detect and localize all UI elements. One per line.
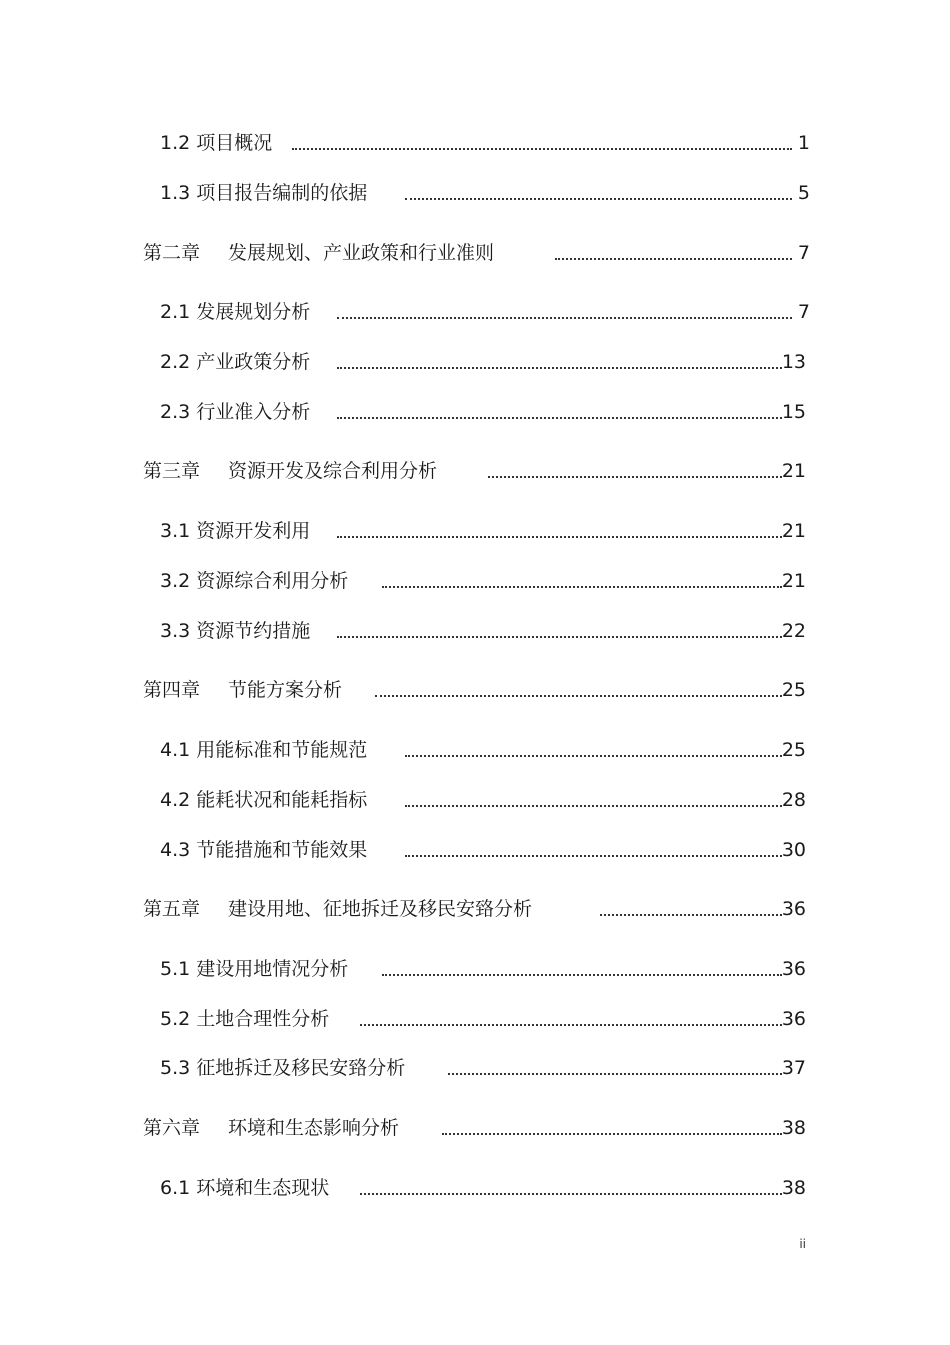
toc-entry-number: 2.1 bbox=[160, 301, 191, 323]
toc-entry-chapter[interactable] bbox=[0, 456, 950, 486]
toc-dot-leader bbox=[337, 536, 782, 538]
toc-dot-leader bbox=[600, 914, 782, 916]
toc-entry-number: 4.3 bbox=[160, 839, 191, 861]
toc-entry-title: 建设用地情况分析 bbox=[196, 958, 349, 980]
toc-entry-label bbox=[160, 297, 310, 327]
toc-entry-title: 资源开发及综合利用分析 bbox=[228, 460, 438, 482]
toc-entry-label bbox=[143, 456, 437, 486]
toc-entry-label bbox=[160, 735, 367, 765]
toc-entry-label bbox=[160, 616, 310, 646]
toc-dot-leader bbox=[405, 198, 792, 200]
toc-entry-label bbox=[143, 894, 532, 924]
toc-entry-section[interactable] bbox=[0, 566, 950, 596]
toc-entry-page: 38 bbox=[781, 1117, 806, 1139]
toc-entry-number: 第四章 bbox=[143, 679, 201, 701]
toc-entry-label bbox=[143, 1113, 399, 1143]
toc-entry-number: 5.2 bbox=[160, 1008, 191, 1030]
toc-entry-number: 4.2 bbox=[160, 789, 191, 811]
toc-entry-section[interactable] bbox=[0, 1004, 950, 1034]
toc-entry-number: 3.3 bbox=[160, 620, 191, 642]
toc-entry-number: 5.3 bbox=[160, 1057, 191, 1079]
toc-entry-section[interactable] bbox=[0, 178, 950, 208]
toc-entry-label bbox=[160, 835, 367, 865]
toc-dot-leader bbox=[382, 974, 782, 976]
toc-dot-leader bbox=[382, 586, 782, 588]
toc-entry-title: 产业政策分析 bbox=[196, 351, 311, 373]
toc-entry-chapter[interactable] bbox=[0, 238, 950, 268]
toc-entry-label bbox=[160, 785, 367, 815]
toc-entry-number: 3.2 bbox=[160, 570, 191, 592]
toc-entry-title: 建设用地、征地拆迁及移民安臵分析 bbox=[228, 898, 533, 920]
toc-entry-title: 行业准入分析 bbox=[196, 401, 311, 423]
toc-entry-number: 5.1 bbox=[160, 958, 191, 980]
toc-entry-label bbox=[160, 1004, 329, 1034]
toc-entry-section[interactable] bbox=[0, 297, 950, 327]
toc-entry-page: 36 bbox=[781, 958, 806, 980]
toc-entry-label bbox=[160, 1173, 329, 1203]
toc-entry-title: 项目报告编制的依据 bbox=[196, 182, 368, 204]
toc-entry-number: 6.1 bbox=[160, 1177, 191, 1199]
toc-entry-label bbox=[160, 954, 348, 984]
toc-entry-page: 21 bbox=[781, 570, 806, 592]
toc-dot-leader bbox=[292, 148, 792, 150]
toc-entry-number: 第二章 bbox=[143, 242, 201, 264]
toc-entry-section[interactable] bbox=[0, 1053, 950, 1083]
toc-entry-number: 4.1 bbox=[160, 739, 191, 761]
toc-entry-label bbox=[160, 128, 272, 158]
toc-entry-title: 用能标准和节能规范 bbox=[196, 739, 368, 761]
toc-entry-chapter[interactable] bbox=[0, 675, 950, 705]
toc-dot-leader bbox=[337, 636, 782, 638]
toc-entry-section[interactable] bbox=[0, 735, 950, 765]
toc-dot-leader bbox=[488, 476, 782, 478]
toc-entry-page: 22 bbox=[781, 620, 806, 642]
toc-entry-title: 能耗状况和能耗指标 bbox=[196, 789, 368, 811]
toc-dot-leader bbox=[360, 1024, 782, 1026]
toc-entry-label bbox=[160, 566, 348, 596]
toc-entry-title: 环境和生态现状 bbox=[196, 1177, 330, 1199]
toc-entry-page: 5 bbox=[797, 182, 810, 204]
toc-entry-section[interactable] bbox=[0, 1173, 950, 1203]
toc-entry-page: 36 bbox=[781, 1008, 806, 1030]
toc-entry-title: 征地拆迁及移民安臵分析 bbox=[196, 1057, 406, 1079]
toc-entry-number: 1.2 bbox=[160, 132, 191, 154]
toc-entry-title: 资源综合利用分析 bbox=[196, 570, 349, 592]
toc-entry-page: 28 bbox=[781, 789, 806, 811]
toc-entry-page: 36 bbox=[781, 898, 806, 920]
toc-entry-label bbox=[143, 675, 342, 705]
toc-entry-page: 13 bbox=[781, 351, 806, 373]
toc-dot-leader bbox=[405, 805, 782, 807]
toc-entry-label bbox=[143, 238, 494, 268]
toc-entry-label bbox=[160, 347, 310, 377]
toc-entry-number: 3.1 bbox=[160, 520, 191, 542]
toc-dot-leader bbox=[405, 855, 782, 857]
toc-entry-number: 2.3 bbox=[160, 401, 191, 423]
toc-entry-number: 第五章 bbox=[143, 898, 201, 920]
toc-entry-chapter[interactable] bbox=[0, 894, 950, 924]
toc-entry-section[interactable] bbox=[0, 785, 950, 815]
toc-entry-title: 节能方案分析 bbox=[228, 679, 343, 701]
toc-entry-page: 25 bbox=[781, 739, 806, 761]
toc-entry-title: 项目概况 bbox=[196, 132, 273, 154]
toc-entry-page: 21 bbox=[781, 520, 806, 542]
footer-page-number: ii bbox=[799, 1237, 806, 1251]
toc-entry-section[interactable] bbox=[0, 397, 950, 427]
toc-dot-leader bbox=[337, 417, 782, 419]
toc-entry-section[interactable] bbox=[0, 616, 950, 646]
toc-entry-title: 发展规划、产业政策和行业准则 bbox=[228, 242, 495, 264]
toc-entry-page: 21 bbox=[781, 460, 806, 482]
toc-entry-section[interactable] bbox=[0, 128, 950, 158]
toc-entry-number: 1.3 bbox=[160, 182, 191, 204]
toc-dot-leader bbox=[555, 258, 792, 260]
toc-entry-title: 发展规划分析 bbox=[196, 301, 311, 323]
toc-entry-title: 资源开发利用 bbox=[196, 520, 311, 542]
toc-entry-page: 30 bbox=[781, 839, 806, 861]
toc-dot-leader bbox=[442, 1133, 782, 1135]
toc-entry-label bbox=[160, 397, 310, 427]
toc-entry-section[interactable] bbox=[0, 516, 950, 546]
toc-dot-leader bbox=[337, 317, 792, 319]
toc-entry-number: 2.2 bbox=[160, 351, 191, 373]
toc-entry-page: 37 bbox=[781, 1057, 806, 1079]
toc-entry-title: 资源节约措施 bbox=[196, 620, 311, 642]
toc-dot-leader bbox=[448, 1073, 782, 1075]
toc-entry-section[interactable] bbox=[0, 347, 950, 377]
toc-entry-section[interactable] bbox=[0, 954, 950, 984]
toc-entry-number: 第六章 bbox=[143, 1117, 201, 1139]
toc-entry-title: 环境和生态影响分析 bbox=[228, 1117, 400, 1139]
toc-entry-title: 节能措施和节能效果 bbox=[196, 839, 368, 861]
toc-entry-label bbox=[160, 178, 367, 208]
toc-dot-leader bbox=[337, 367, 782, 369]
toc-entry-page: 7 bbox=[797, 301, 810, 323]
toc-entry-page: 1 bbox=[797, 132, 810, 154]
toc-entry-section[interactable] bbox=[0, 835, 950, 865]
toc-dot-leader bbox=[375, 695, 782, 697]
toc-dot-leader bbox=[405, 755, 782, 757]
toc-entry-chapter[interactable] bbox=[0, 1113, 950, 1143]
toc-entry-label bbox=[160, 516, 310, 546]
toc-entry-label bbox=[160, 1053, 405, 1083]
toc-entry-page: 7 bbox=[797, 242, 810, 264]
toc-entry-title: 土地合理性分析 bbox=[196, 1008, 330, 1030]
toc-entry-page: 38 bbox=[781, 1177, 806, 1199]
toc-entry-page: 15 bbox=[781, 401, 806, 423]
toc-entry-number: 第三章 bbox=[143, 460, 201, 482]
toc-dot-leader bbox=[360, 1193, 782, 1195]
toc-entry-page: 25 bbox=[781, 679, 806, 701]
